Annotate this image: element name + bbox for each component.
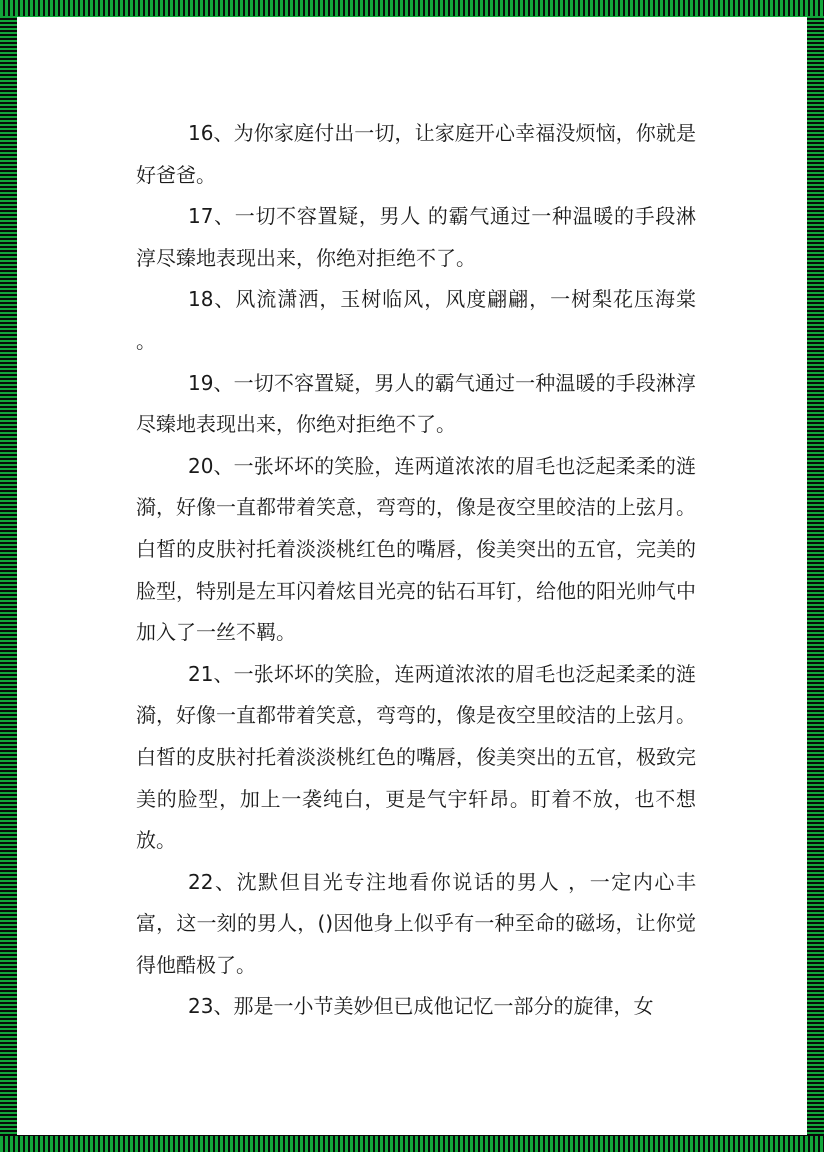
bottom-decorative-border (0, 1136, 824, 1152)
paragraph-20: 20、一张坏坏的笑脸，连两道浓浓的眉毛也泛起柔柔的涟漪，好像一直都带着笑意，弯弯的，像是夜空里皎洁的上弦月。白皙的皮肤衬托着淡淡桃红色的嘴唇，俊美突出的五官，完美的脸型，特别是左耳闪着炫目光亮的钻石耳钉，给他的阳光帅气中加入了一丝不羁。 (136, 453, 696, 645)
paragraph-19: 19、一切不容置疑，男人的霸气通过一种温暖的手段淋淳尽臻地表现出来，你绝对拒绝不了。 (136, 370, 696, 437)
paragraph-21: 21、一张坏坏的笑脸，连两道浓浓的眉毛也泛起柔柔的涟漪，好像一直都带着笑意，弯弯的，像是夜空里皎洁的上弦月。白皙的皮肤衬托着淡淡桃红色的嘴唇，俊美突出的五官，极致完美的脸型，加上一袭纯白，更是气宇轩昂。盯着不放，也不想放。 (136, 661, 696, 853)
document-page (17, 17, 807, 1135)
top-decorative-border (0, 0, 824, 16)
paragraph-16: 16、为你家庭付出一切，让家庭开心幸福没烦恼，你就是好爸爸。 (136, 121, 696, 187)
paragraph-22: 22、沈默但目光专注地看你说话的男人 ，一定内心丰富，这一刻的男人，()因他身上似乎有一种至命的磁场，让你觉得他酷极了。 (136, 869, 696, 977)
paragraph-17: 17、一切不容置疑，男人 的霸气通过一种温暖的手段淋淳尽臻地表现出来，你绝对拒绝不了。 (136, 204, 696, 270)
paragraph-18: 18、风流潇洒，玉树临风，风度翩翩，一树梨花压海棠 。 (136, 287, 696, 353)
paragraph-23: 23、那是一小节美妙但已成他记忆一部分的旋律，女 (188, 994, 654, 1019)
document-body (136, 113, 696, 1028)
